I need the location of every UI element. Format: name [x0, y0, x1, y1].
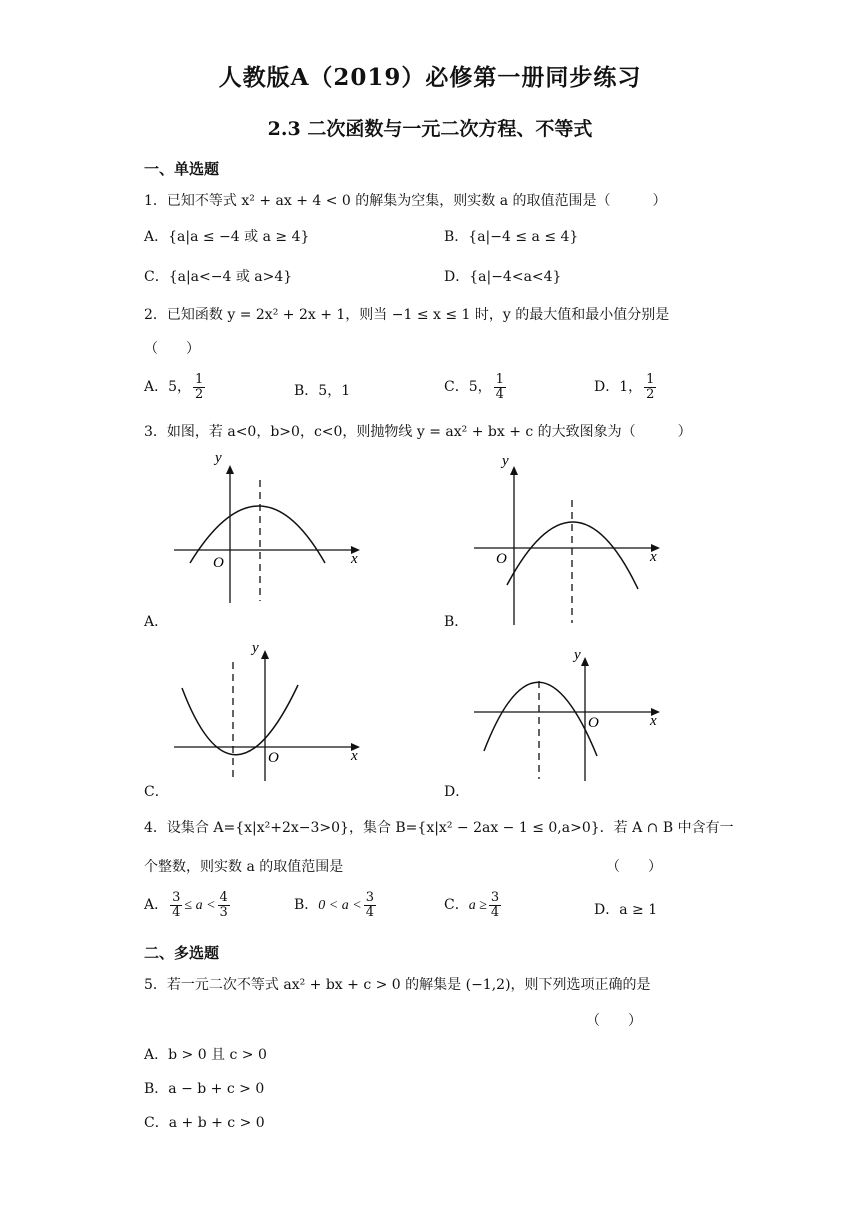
y-axis-arrow-icon: [261, 650, 269, 659]
q2-option-a: [144, 373, 207, 401]
section-single-choice: 一、单选题: [144, 160, 220, 178]
y-axis-arrow-icon: [510, 466, 518, 475]
q2-option-a-label: A．5，: [144, 379, 192, 396]
q4-option-a: [144, 891, 232, 919]
q4-option-a-inequality: ≤ a <: [184, 898, 216, 914]
y-axis-label: y: [502, 455, 509, 469]
q3-graph-c: [170, 638, 370, 783]
origin-label: O: [588, 715, 599, 731]
fraction-denominator: 3: [219, 904, 228, 920]
q4-option-d: D．a ≥ 1: [594, 902, 658, 918]
fraction-denominator: 4: [365, 904, 374, 920]
origin-label: O: [496, 551, 507, 567]
q1-stem: 1．已知不等式 x² + ax + 4 < 0 的解集为空集，则实数 a 的取值范围是（ ）: [144, 193, 667, 209]
q4-stem-continued: 个整数，则实数 a 的取值范围是: [144, 859, 344, 875]
q4-option-c-fraction: [489, 891, 501, 919]
q3-graph-b: [470, 455, 670, 630]
x-axis-label: x: [650, 549, 657, 565]
q4-option-b-inequality: 0 < a <: [318, 898, 362, 914]
x-axis-label: x: [650, 713, 657, 729]
y-axis-label: y: [215, 455, 222, 466]
y-axis-label: y: [574, 647, 581, 663]
q3-option-b-label: B．: [444, 614, 469, 630]
q2-option-c: [444, 373, 508, 401]
origin-label: O: [268, 750, 279, 766]
parabola-curve: [190, 506, 325, 563]
fraction-numerator: 4: [219, 890, 228, 905]
fraction-denominator: 4: [490, 904, 500, 920]
q3-option-c-label: C．: [144, 784, 169, 800]
q2-paren: （ ）: [144, 341, 200, 357]
q4-option-c-inequality: a ≥: [468, 898, 487, 914]
fraction-denominator: 2: [195, 386, 204, 402]
fraction-numerator: 3: [490, 890, 500, 905]
fraction-denominator: 4: [172, 904, 181, 920]
fraction-numerator: 3: [365, 890, 374, 905]
fraction-numerator: 1: [195, 372, 204, 387]
page-subtitle: 2.3 二次函数与一元二次方程、不等式: [267, 118, 593, 140]
q2-option-d: [594, 373, 658, 401]
q4-option-c-label: C．: [444, 897, 469, 914]
q3-option-a-label: A．: [144, 614, 169, 630]
parabola-curve: [182, 685, 298, 755]
y-axis-arrow-icon: [581, 657, 589, 666]
q5-option-c: C．a + b + c > 0: [144, 1115, 265, 1131]
x-axis-label: x: [351, 748, 358, 764]
q5-option-a: A．b > 0 且 c > 0: [144, 1047, 267, 1063]
q2-option-c-fraction: [494, 373, 506, 401]
q4-stem: 4．设集合 A={x|x²+2x−3>0}，集合 B={x|x² − 2ax − 1 ≤ 0,a>0}．若 A ∩ B 中含有一: [144, 820, 734, 836]
q4-paren: （ ）: [606, 859, 662, 875]
x-axis-label: x: [351, 551, 358, 567]
q3-graph-d: [470, 645, 670, 783]
q5-stem: 5．若一元二次不等式 ax² + bx + c > 0 的解集是 (−1,2)，则下列选项正确的是: [144, 977, 651, 993]
y-axis-label: y: [252, 640, 259, 656]
parabola-curve: [484, 682, 597, 756]
q2-option-d-label: D．1，: [594, 379, 643, 396]
q5-option-b: B．a − b + c > 0: [144, 1081, 265, 1097]
q3-stem: 3．如图，若 a<0，b>0，c<0，则抛物线 y = ax² + bx + c 的大致图象为（ ）: [144, 424, 692, 440]
q4-option-a-fraction-1: [170, 891, 182, 919]
q4-option-c: [444, 891, 503, 919]
q4-option-b-label: B．: [294, 897, 319, 914]
q2-option-d-fraction: [644, 373, 656, 401]
q1-option-a: A．{a|a ≤ −4 或 a ≥ 4}: [144, 229, 310, 245]
q1-option-d: D．{a|−4<a<4}: [444, 269, 562, 285]
q2-stem: 2．已知函数 y = 2x² + 2x + 1，则当 −1 ≤ x ≤ 1 时，y 的最大值和最小值分别是: [144, 307, 670, 323]
q1-option-b: B．{a|−4 ≤ a ≤ 4}: [444, 229, 579, 245]
q5-paren: （ ）: [586, 1013, 642, 1029]
q2-option-b: B．5，1: [294, 383, 351, 399]
q4-option-a-fraction-2: [218, 891, 230, 919]
q2-option-a-fraction: [193, 373, 205, 401]
y-axis-arrow-icon: [226, 465, 234, 474]
q1-option-c: C．{a|a<−4 或 a>4}: [144, 269, 293, 285]
page-title: 人教版A（2019）必修第一册同步练习: [218, 64, 642, 91]
fraction-numerator: 3: [172, 890, 181, 905]
q3-option-d-label: D．: [444, 784, 470, 800]
origin-label: O: [213, 555, 224, 571]
section-multiple-choice: 二、多选题: [144, 944, 220, 962]
fraction-numerator: 1: [646, 372, 655, 387]
fraction-numerator: 1: [495, 372, 504, 387]
q4-option-a-label: A．: [144, 897, 169, 914]
q4-option-b-fraction: [364, 891, 376, 919]
fraction-denominator: 2: [646, 386, 655, 402]
q4-option-b: [294, 891, 378, 919]
fraction-denominator: 4: [495, 386, 504, 402]
q3-graph-a: [170, 455, 370, 605]
q2-option-c-label: C．5，: [444, 379, 492, 396]
